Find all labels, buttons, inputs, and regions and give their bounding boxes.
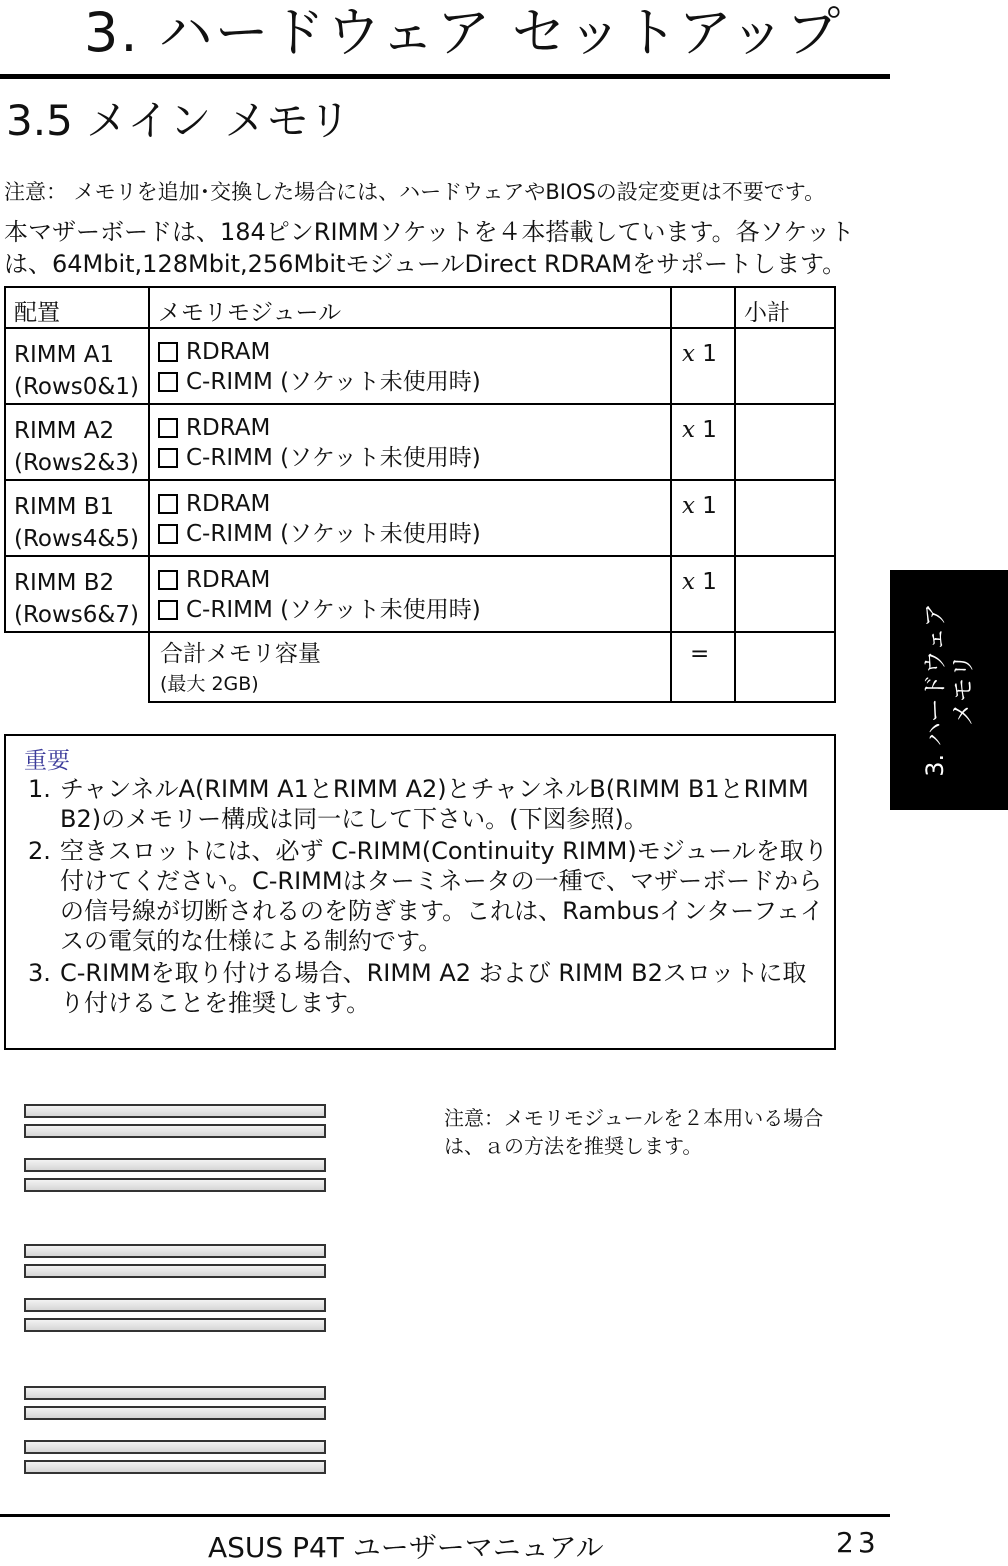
page-number: 23 xyxy=(836,1526,880,1559)
important-heading: 重要 xyxy=(24,748,70,774)
checkbox-icon[interactable] xyxy=(158,448,178,468)
option-crimm[interactable] xyxy=(158,595,670,625)
item-text: チャンネルA(RIMM A1とRIMM A2)とチャンネルB(RIMM B1とRIMM B2)のメモリー構成は同一にして下さい。(下図参照)。 xyxy=(60,775,809,833)
important-list xyxy=(28,774,828,1020)
note-bottom xyxy=(444,1104,844,1160)
qty-prefix: x xyxy=(682,341,695,367)
option-label: C-RIMM (ソケット未使用時) xyxy=(186,597,481,623)
qty-cell xyxy=(671,404,735,480)
intro-line-2: は、64Mbit,128Mbit,256MbitモジュールDirect RDRAMをサポートします。 xyxy=(4,250,847,278)
option-label: C-RIMM (ソケット未使用時) xyxy=(186,521,481,547)
subtotal-cell xyxy=(735,328,835,404)
rimm-slot-graphic xyxy=(24,1298,326,1312)
table-header-row xyxy=(5,287,835,328)
qty-prefix: x xyxy=(682,569,695,595)
checkbox-icon[interactable] xyxy=(158,372,178,392)
list-item xyxy=(28,958,828,1018)
qty-value: 1 xyxy=(702,493,717,519)
important-box xyxy=(4,734,836,1050)
slot-name: RIMM A2 xyxy=(14,418,115,444)
module-options xyxy=(149,328,671,404)
section-title: 3.5 メイン メモリ xyxy=(6,96,351,145)
table-row xyxy=(5,328,835,404)
list-item xyxy=(28,774,828,834)
total-label-cell xyxy=(149,632,671,702)
total-cell xyxy=(735,632,835,702)
item-number: 3. xyxy=(28,959,51,987)
header-rule xyxy=(0,74,890,79)
checkbox-icon[interactable] xyxy=(158,418,178,438)
slot-rows: (Rows4&5) xyxy=(14,526,139,552)
option-label: RDRAM xyxy=(186,567,271,593)
total-spacer xyxy=(5,632,149,702)
module-options xyxy=(149,480,671,556)
footer-title: ASUS P4T ユーザーマニュアル xyxy=(208,1531,604,1564)
option-label: RDRAM xyxy=(186,491,271,517)
checkbox-icon[interactable] xyxy=(158,342,178,362)
rimm-slot-graphic xyxy=(24,1178,326,1192)
memory-config-table xyxy=(4,286,836,703)
header-position: 配置 xyxy=(5,287,149,328)
item-number: 2. xyxy=(28,837,51,865)
module-options xyxy=(149,556,671,632)
slot-cell xyxy=(5,404,149,480)
note-top: 注意： メモリを追加･交換した場合には、ハードウェアやBIOSの設定変更は不要です。 xyxy=(4,180,826,204)
slot-cell xyxy=(5,556,149,632)
option-label: RDRAM xyxy=(186,415,271,441)
rimm-slot-graphic xyxy=(24,1158,326,1172)
option-crimm[interactable] xyxy=(158,519,670,549)
total-row xyxy=(5,632,835,702)
option-rdram[interactable] xyxy=(158,489,670,519)
intro-line-1: 本マザーボードは、184ピンRIMMソケットを４本搭載しています。各ソケット xyxy=(4,218,855,246)
footer-rule xyxy=(0,1514,890,1517)
side-tab-text xyxy=(890,570,1008,810)
total-max: (最大 2GB) xyxy=(160,673,259,695)
checkbox-icon[interactable] xyxy=(158,494,178,514)
slot-cell xyxy=(5,328,149,404)
qty-prefix: x xyxy=(682,493,695,519)
option-crimm[interactable] xyxy=(158,443,670,473)
slot-rows: (Rows6&7) xyxy=(14,602,139,628)
chapter-title: 3. ハードウェア セットアップ xyxy=(84,1,843,64)
slot-rows: (Rows0&1) xyxy=(14,374,139,400)
checkbox-icon[interactable] xyxy=(158,524,178,544)
subtotal-cell xyxy=(735,480,835,556)
qty-value: 1 xyxy=(702,569,717,595)
qty-value: 1 xyxy=(702,417,717,443)
slot-name: RIMM B1 xyxy=(14,494,115,520)
option-crimm[interactable] xyxy=(158,367,670,397)
slot-name: RIMM A1 xyxy=(14,342,115,368)
header-qty xyxy=(671,287,735,328)
qty-cell xyxy=(671,328,735,404)
rimm-slot-graphic xyxy=(24,1406,326,1420)
module-options xyxy=(149,404,671,480)
list-item xyxy=(28,836,828,956)
intro-paragraph xyxy=(4,216,854,280)
checkbox-icon[interactable] xyxy=(158,600,178,620)
table-row xyxy=(5,404,835,480)
slot-name: RIMM B2 xyxy=(14,570,115,596)
rimm-slot-graphic xyxy=(24,1124,326,1138)
subtotal-cell xyxy=(735,404,835,480)
header-module: メモリモジュール xyxy=(149,287,671,328)
note-bottom-line-2: は、ａの方法を推奨します。 xyxy=(444,1134,703,1158)
option-label: C-RIMM (ソケット未使用時) xyxy=(186,369,481,395)
option-rdram[interactable] xyxy=(158,337,670,367)
checkbox-icon[interactable] xyxy=(158,570,178,590)
rimm-slot-graphic xyxy=(24,1264,326,1278)
qty-value: 1 xyxy=(702,341,717,367)
rimm-slot-graphic xyxy=(24,1244,326,1258)
header-subtotal: 小計 xyxy=(735,287,835,328)
slot-cell xyxy=(5,480,149,556)
rimm-slot-graphic xyxy=(24,1318,326,1332)
side-tab-line-1: 3. ハードウェア xyxy=(921,603,949,777)
qty-cell xyxy=(671,480,735,556)
total-label: 合計メモリ容量 xyxy=(160,641,321,667)
table-row xyxy=(5,556,835,632)
item-number: 1. xyxy=(28,775,51,803)
option-rdram[interactable] xyxy=(158,413,670,443)
item-text: 空きスロットには、必ず C-RIMM(Continuity RIMM)モジュールを取り付けてください。C-RIMMはターミネータの一種で、マザーボードからの信号線が切断されるのを防ぎます。これは、Rambusインターフェイスの電気的な仕様による制約です。 xyxy=(60,837,828,955)
rimm-slot-graphic xyxy=(24,1386,326,1400)
chapter-side-tab xyxy=(890,570,1008,810)
rimm-slot-graphic xyxy=(24,1440,326,1454)
qty-prefix: x xyxy=(682,417,695,443)
rimm-slot-graphic xyxy=(24,1460,326,1474)
table-row xyxy=(5,480,835,556)
side-tab-line-2: メモリ xyxy=(949,654,977,726)
subtotal-cell xyxy=(735,556,835,632)
qty-cell xyxy=(671,556,735,632)
slot-rows: (Rows2&3) xyxy=(14,450,139,476)
option-label: C-RIMM (ソケット未使用時) xyxy=(186,445,481,471)
option-label: RDRAM xyxy=(186,339,271,365)
option-rdram[interactable] xyxy=(158,565,670,595)
item-text: C-RIMMを取り付ける場合、RIMM A2 および RIMM B2スロットに取り付けることを推奨します。 xyxy=(60,959,807,1017)
equals-sign: = xyxy=(671,632,735,702)
rimm-slot-graphic xyxy=(24,1104,326,1118)
note-bottom-line-1: 注意：メモリモジュールを２本用いる場合 xyxy=(444,1106,824,1130)
